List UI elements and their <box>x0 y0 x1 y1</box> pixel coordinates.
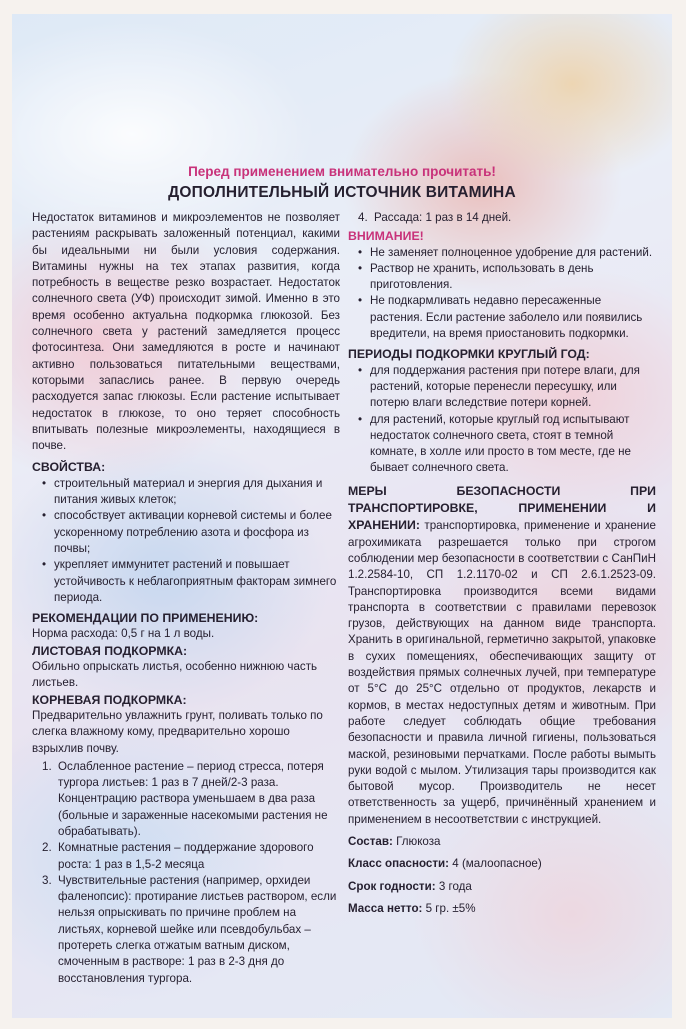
spec-label: Класс опасности: <box>348 857 450 871</box>
attention-heading: ВНИМАНИЕ! <box>348 229 424 244</box>
spec-value: 4 (малоопасное) <box>452 857 542 871</box>
usage-rate: Норма расхода: 0,5 г на 1 л воды. <box>32 627 215 641</box>
properties-heading: СВОЙСТВА: <box>32 460 106 475</box>
instruction-leaflet <box>12 14 672 1018</box>
spec-label: Состав: <box>348 834 393 848</box>
list-item: • Не заменяет полноценное удобрение для растений. <box>348 245 656 261</box>
step-text: Ослабленное растение – период стресса, потеря тургора листьев: 1 раз в 7 дней/2-3 раза. Концентрацию раствора уменьшаем в два раза (больные и зараженные насекомыми растения не обрабатывать). <box>58 759 328 838</box>
list-item: • Не подкармливать недавно пересаженные растения. Если растение заболело или появились вредители, на время приостановить подкормки. <box>348 293 656 342</box>
attention-list <box>348 245 656 343</box>
step-number: 4. <box>358 211 368 224</box>
list-item: • для поддержания растения при потере влаги, для растений, которые перенесли пересушку, или потерю влаги вследствие потери корней. <box>348 363 656 412</box>
spec-label: Срок годности: <box>348 879 436 893</box>
leaflet-content <box>12 14 672 1018</box>
spec-value: 3 года <box>438 879 472 893</box>
right-column <box>348 210 656 917</box>
periods-list <box>348 363 656 477</box>
root-text: Предварительно увлажнить грунт, поливать только по слегка влажному кому, предварительно хорошо взрыхлив почву. <box>32 708 323 755</box>
list-item <box>348 210 656 226</box>
root-steps-list <box>32 759 340 987</box>
step-text: Рассада: 1 раз в 14 дней. <box>374 211 512 224</box>
safety-heading: МЕРЫ БЕЗОПАСНОСТИ ПРИ ТРАНСПОРТИРОВКЕ, ПРИМЕНЕНИИ И ХРАНЕНИИ: <box>348 483 656 533</box>
product-specs <box>348 834 656 917</box>
step-text: Комнатные растения – поддержание здорового роста: 1 раз в 1,5-2 месяца <box>58 841 314 871</box>
list-item: • способствует активации корневой системы и более ускоренному потреблению азота и фосфора из почвы; <box>32 508 340 557</box>
spec-value: 5 гр. ±5% <box>425 901 476 915</box>
read-before-use-warning: Перед применением внимательно прочитать! <box>188 164 496 179</box>
properties-list <box>32 476 340 606</box>
root-steps-list-continued <box>348 210 656 226</box>
safety-text: транспортировка, применение и хранение агрохимиката разрешается только при строгом соблюдении мер безопасности в соответствии с СанПиН 1.2.2584-10, СП 1.2.1170-02 и СП 2.6.1.2523-09. Транспортировка производится всеми видами транспорта в соответствии с правилами перевозок грузов, действующих на данном виде транспорта. Хранить в оригинальной, герметично закрытой, упаковке в сухих помещениях, обеспечивающих защиту от воздействия прямых солнечных лучей, при температуре от 5°C до 25°C отдельно от продуктов, лекарств и кормов, в местах недоступных детям и животным. При работе следует соблюдать общие требования безопасности и правила личной гигиены, пользоваться маской, резиновыми перчатками. После работы вымыть руки водой с мылом. Утилизация тары производится как бытовой мусор. Производитель не несет ответственность за ущерб, причинённый хранением и применением в несоответствии с инструкцией. <box>348 519 656 826</box>
list-item: • укрепляет иммунитет растений и повышает устойчивость к неблагоприятным факторам зимнего периода. <box>32 557 340 606</box>
spec-shelf-life <box>348 879 656 895</box>
spec-label: Масса нетто: <box>348 901 423 915</box>
periods-heading: ПЕРИОДЫ ПОДКОРМКИ КРУГЛЫЙ ГОД: <box>348 347 590 362</box>
safety-paragraph <box>348 483 656 828</box>
list-item: • Раствор не хранить, использовать в день приготовления. <box>348 261 656 294</box>
step-text: Чувствительные растения (например, орхидеи фаленопсис): протирание листьев раствором, если нельзя опрыскивать по причине проблем на листьях, корневой шейке или псевдобульбах – протереть слегка отжатым ватным диском, смоченным в растворе: 1 раз в 2-3 дня до восстановления тургора. <box>58 873 337 985</box>
spec-hazard-class <box>348 856 656 872</box>
page-title: ДОПОЛНИТЕЛЬНЫЙ ИСТОЧНИК ВИТАМИНА <box>168 184 516 201</box>
step-number: 1. <box>42 759 52 773</box>
spec-net-weight <box>348 901 656 917</box>
list-item <box>32 840 340 873</box>
list-item <box>32 873 340 987</box>
foliar-heading: ЛИСТОВАЯ ПОДКОРМКА: <box>32 643 188 658</box>
foliar-text: Обильно опрыскать листья, особенно нижнюю часть листьев. <box>32 660 318 690</box>
list-item: • для растений, которые круглый год испытывают недостаток солнечного света, стоят в темной комнате, в холле или просто в том месте, где не бывает солнечного света. <box>348 412 656 477</box>
root-heading: КОРНЕВАЯ ПОДКОРМКА: <box>32 692 187 707</box>
spec-composition <box>348 834 656 850</box>
list-item: • строительный материал и энергия для дыхания и питания живых клеток; <box>32 476 340 509</box>
usage-heading: РЕКОМЕНДАЦИИ ПО ПРИМЕНЕНИЮ: <box>32 611 259 626</box>
step-number: 2. <box>42 841 52 855</box>
list-item <box>32 759 340 840</box>
spec-value: Глюкоза <box>396 834 441 848</box>
intro-paragraph: Недостаток витаминов и микроэлементов не позволяет растениям раскрывать заложенный потенциал, какими бы идеальными ни были условия содержания. Витамины нужны на тех этапах развития, когда потребность в веществе резко возрастает. Недостаток солнечного света (УФ) происходит зимой. Именно в это время особенно актуальна подкормка глюкозой. Без солнечного света у растений замедляется процесс фотосинтеза. Они замедляются в росте и начинают активно пользоваться питательными веществами, которыми запаслись ранее. В первую очередь расходуется запас глюкозы. Если растение испытывает недостаток в глюкозе, то оно теряет способность впитывать полезные микроэлементы, находящиеся в почве. <box>32 211 340 453</box>
left-column <box>32 210 340 987</box>
step-number: 3. <box>42 873 52 887</box>
